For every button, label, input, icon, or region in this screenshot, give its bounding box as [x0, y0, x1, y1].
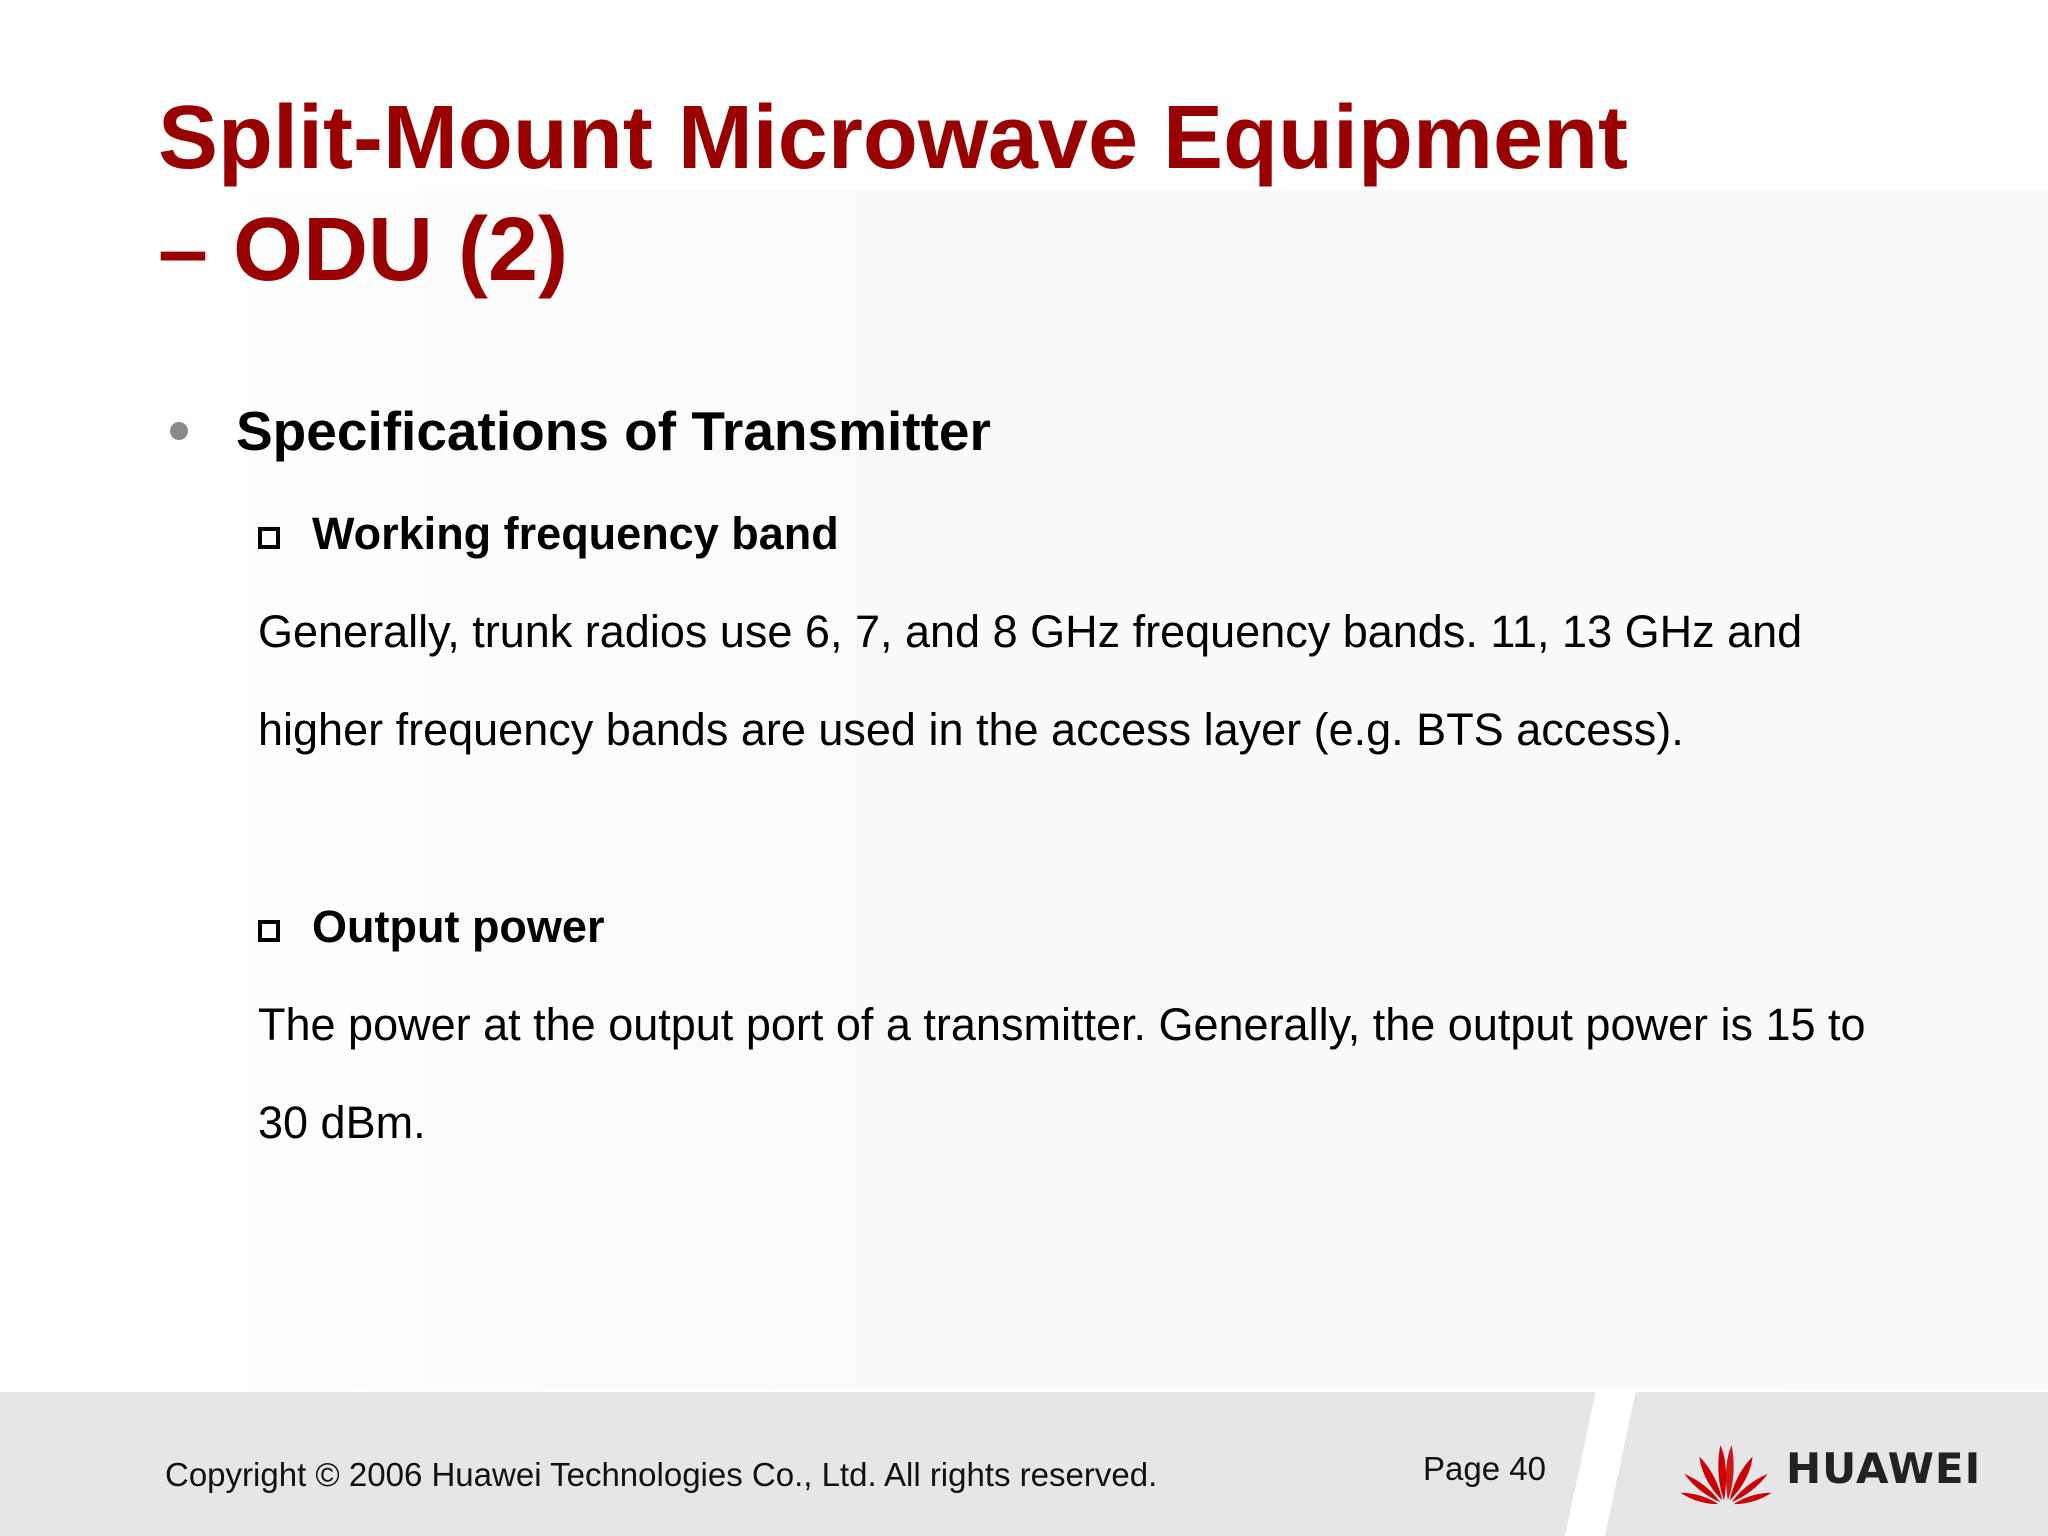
slide-title-line1: Split-Mount Microwave Equipment: [158, 88, 1629, 188]
sub-bullet-output-power: [258, 897, 604, 957]
slide-title-line2: – ODU (2): [158, 200, 569, 300]
sub-bullet-frequency: [258, 504, 839, 564]
hollow-square-bullet-icon: [258, 527, 280, 549]
logo-wordmark: HUAWEI: [1786, 1443, 1982, 1493]
sub-heading-output-power: Output power: [312, 901, 605, 952]
section-heading: Specifications of Transmitter: [236, 400, 991, 462]
section-bullet: [168, 396, 991, 466]
copyright-text: Copyright © 2006 Huawei Technologies Co., Ltd. All rights reserved.: [165, 1456, 1158, 1493]
sub-heading-frequency: Working frequency band: [312, 508, 839, 559]
bullet-dot-icon: [170, 422, 188, 440]
slide-title: [158, 82, 1858, 306]
hollow-square-bullet-icon: [258, 920, 280, 942]
huawei-logo: [1678, 1430, 1981, 1506]
paragraph-frequency: Generally, trunk radios use 6, 7, and 8 GHz frequency bands. 11, 13 GHz and higher frequency bands are used in the access layer (e.g. BTS access).: [258, 606, 1803, 755]
content-background: [210, 190, 2048, 1390]
page-number: Page 40: [1423, 1450, 1546, 1487]
huawei-petal-logo-icon: [1678, 1430, 1774, 1506]
paragraph-output-power: The power at the output port of a transmitter. Generally, the output power is 15 to 30 dBm.: [258, 999, 1866, 1148]
